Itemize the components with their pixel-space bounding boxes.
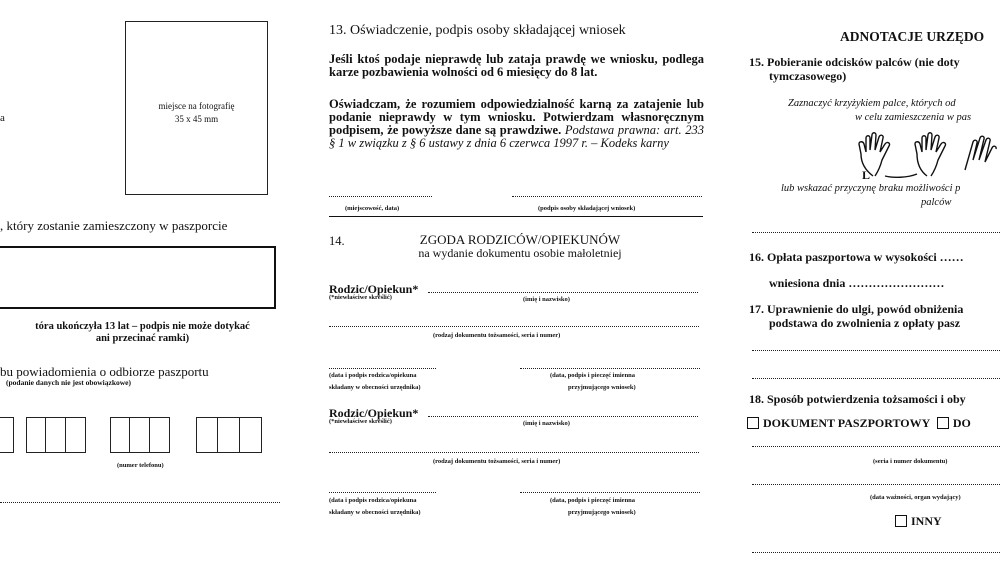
parent-2-clerk-line[interactable] bbox=[520, 492, 700, 493]
section-14-number: 14. bbox=[329, 234, 345, 248]
applicant-signature-caption: (podpis osoby składającej wniosek) bbox=[538, 205, 636, 212]
section-15-note-1: Zaznaczyć krzyżykiem palce, których od bbox=[788, 98, 956, 109]
section-15-reason-1: lub wskazać przyczynę braku możliwości p bbox=[781, 183, 961, 194]
section-13-declaration: Oświadczam, że rozumiem odpowiedzialność karną za zatajenie lub podanie nieprawdy w tym wniosku. Potwierdzam własnoręcznym podpisem, że powyższe dane są prawdziwe. bbox=[329, 97, 704, 137]
parent-2-label: Rodzic/Opiekun* bbox=[329, 406, 419, 420]
parent-1-name-caption: (imię i nazwisko) bbox=[523, 296, 570, 303]
parent-2-note: (*niewłaściwe skreślić) bbox=[329, 418, 392, 425]
phone-digit-group-3[interactable] bbox=[110, 417, 170, 453]
phone-caption: (numer telefonu) bbox=[117, 462, 164, 469]
section-13-legal-basis: Podstawa prawna: art. 233 § 1 w związku z § 6 ustawy z dnia 6 czerwca 1997 r. – Kodeks karny bbox=[329, 123, 705, 150]
notify-title: bu powiadomienia o odbiorze paszportu bbox=[0, 364, 209, 379]
place-date-line[interactable] bbox=[329, 196, 432, 197]
section-15-reason-line[interactable] bbox=[752, 232, 1000, 233]
place-date-caption: (miejscowość, data) bbox=[345, 205, 400, 212]
photo-size: 35 x 45 mm bbox=[174, 114, 219, 124]
section-divider bbox=[329, 216, 703, 217]
parent-2-sig-caption-1: (data i podpis rodzica/opiekuna bbox=[329, 497, 417, 504]
section-14-subtitle: na wydanie dokumentu osobie małoletniej bbox=[418, 246, 622, 260]
document-series-caption: (seria i numer dokumentu) bbox=[873, 458, 948, 465]
option-other[interactable] bbox=[895, 514, 942, 529]
left-bottom-line[interactable] bbox=[0, 502, 280, 503]
parent-1-doc-line[interactable] bbox=[329, 326, 699, 327]
section-15-note-2: w celu zamieszczenia w pas bbox=[855, 112, 972, 123]
age-note-line2: ani przecinać ramki) bbox=[95, 333, 190, 344]
other-checkbox[interactable] bbox=[895, 515, 907, 527]
section-17-line-1[interactable] bbox=[752, 350, 1000, 351]
phone-digit-group-1[interactable] bbox=[0, 417, 14, 453]
age-note-line1: tóra ukończyła 13 lat – podpis nie może dotykać bbox=[35, 321, 250, 332]
phone-digit-group-2[interactable] bbox=[26, 417, 86, 453]
parent-2-doc-line[interactable] bbox=[329, 452, 699, 453]
other-label: INNY bbox=[911, 514, 942, 528]
other-document-label: DO bbox=[952, 416, 971, 430]
section-15-title-2: tymczasowego) bbox=[769, 69, 847, 83]
hand-outline-icon bbox=[855, 130, 1000, 180]
other-document-checkbox[interactable] bbox=[937, 417, 949, 429]
section-17-title-1: 17. Uprawnienie do ulgi, powód obniżenia bbox=[749, 302, 964, 316]
parent-1-note: (*niewłaściwe skreślić) bbox=[329, 294, 392, 301]
parent-1-label: Rodzic/Opiekun* bbox=[329, 282, 419, 296]
parent-2-name-caption: (imię i nazwisko) bbox=[523, 420, 570, 427]
document-validity-line[interactable] bbox=[752, 484, 1000, 485]
parent-2-name-line[interactable] bbox=[428, 416, 698, 417]
section-13-declaration-block bbox=[329, 98, 704, 150]
notify-subtitle: (podanie danych nie jest obowiązkowe) bbox=[6, 378, 132, 387]
section-13-title: 13. Oświadczenie, podpis osoby składającej wniosek bbox=[329, 23, 626, 38]
section-16-fee: 16. Opłata paszportowa w wysokości …… bbox=[749, 250, 964, 264]
signature-box[interactable] bbox=[0, 246, 276, 309]
parent-1-sig-line[interactable] bbox=[329, 368, 436, 369]
passport-document-checkbox[interactable] bbox=[747, 417, 759, 429]
hand-left-label: L bbox=[862, 168, 871, 182]
official-annotations-header: ADNOTACJE URZĘDO bbox=[840, 29, 985, 44]
document-validity-caption: (data ważności, organ wydający) bbox=[870, 494, 961, 501]
section-16-paid-date: wniesiona dnia …………………… bbox=[769, 276, 945, 290]
parent-2-clerk-caption-1: (data, podpis i pieczęć imienna bbox=[550, 497, 636, 504]
parent-2-clerk-caption-2: przyjmującego wniosek) bbox=[568, 509, 636, 516]
signature-section-title: , który zostanie zamieszczony w paszporcie bbox=[0, 218, 228, 233]
document-series-line[interactable] bbox=[752, 446, 1000, 447]
photo-placeholder-box bbox=[125, 21, 268, 195]
parent-1-name-line[interactable] bbox=[428, 292, 698, 293]
section-14-title: ZGODA RODZICÓW/OPIEKUNÓW bbox=[419, 232, 621, 247]
parent-2-sig-caption-2: składany w obecności urzędnika) bbox=[329, 509, 421, 516]
parent-1-clerk-line[interactable] bbox=[520, 368, 700, 369]
letter-a: a bbox=[0, 112, 5, 124]
section-17-title-2: podstawa do zwolnienia z opłaty pasz bbox=[769, 316, 961, 330]
photo-label: miejsce na fotografię bbox=[158, 101, 235, 111]
passport-document-label: DOKUMENT PASZPORTOWY bbox=[763, 416, 930, 430]
right-bottom-line[interactable] bbox=[752, 552, 1000, 553]
option-passport-document[interactable] bbox=[747, 416, 971, 431]
parent-1-doc-caption: (rodzaj dokumentu tożsamości, seria i numer) bbox=[433, 332, 561, 339]
section-17-line-2[interactable] bbox=[752, 378, 1000, 379]
section-18-title: 18. Sposób potwierdzenia tożsamości i oby bbox=[749, 392, 966, 406]
section-15-reason-2: palców bbox=[921, 197, 952, 208]
parent-1-clerk-caption-2: przyjmującego wniosek) bbox=[568, 384, 636, 391]
parent-1-clerk-caption-1: (data, podpis i pieczęć imienna bbox=[550, 372, 636, 379]
section-15-title-1: 15. Pobieranie odcisków palców (nie doty bbox=[749, 55, 960, 69]
parent-2-sig-line[interactable] bbox=[329, 492, 436, 493]
phone-digit-group-4[interactable] bbox=[196, 417, 262, 453]
applicant-signature-line[interactable] bbox=[512, 196, 702, 197]
parent-1-sig-caption-1: (data i podpis rodzica/opiekuna bbox=[329, 372, 417, 379]
section-13-warning: Jeśli ktoś podaje nieprawdę lub zataja prawdę we wniosku, podlega karze pozbawienia wolności od 6 miesięcy do 8 lat. bbox=[329, 52, 704, 79]
parent-1-sig-caption-2: składany w obecności urzędnika) bbox=[329, 384, 421, 391]
age-note bbox=[0, 321, 285, 345]
parent-2-doc-caption: (rodzaj dokumentu tożsamości, seria i numer) bbox=[433, 458, 561, 465]
